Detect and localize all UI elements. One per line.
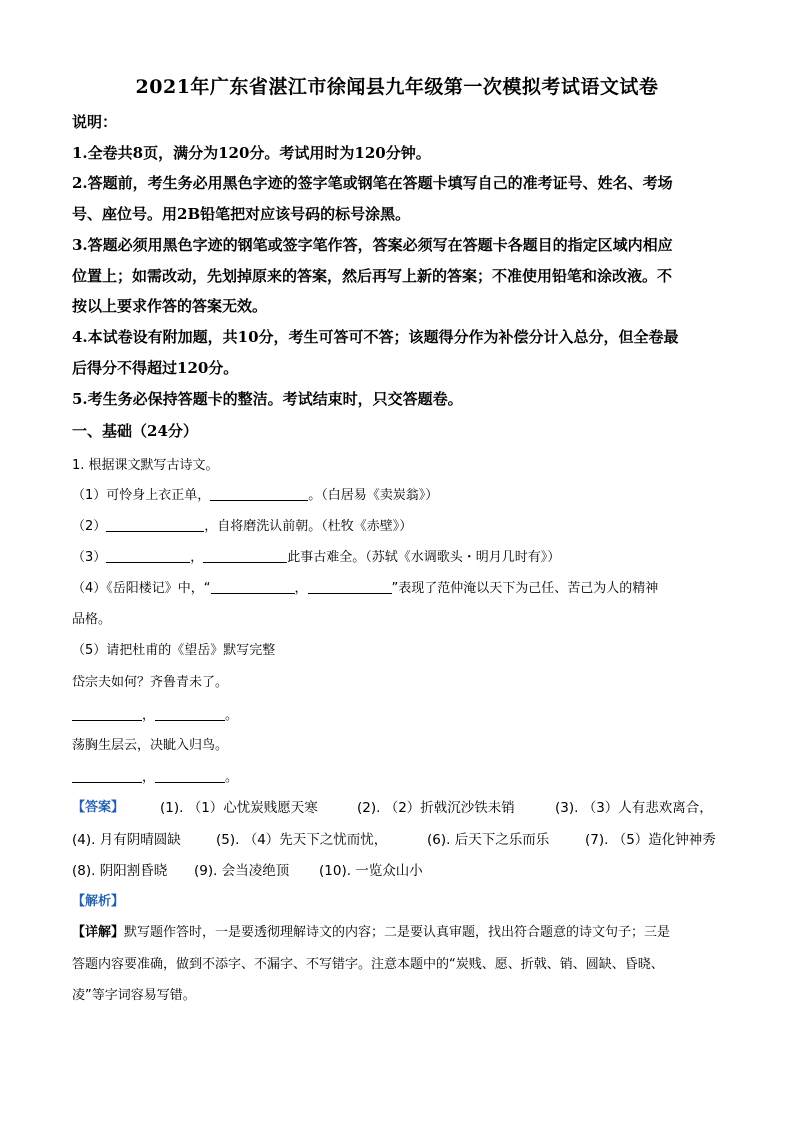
answer-item: (1). （1）心忧炭贱愿天寒 bbox=[160, 800, 318, 816]
item-text: ，自将磨洗认前朝。（杜牧《赤壁》） bbox=[204, 519, 413, 534]
item-text: ， bbox=[294, 581, 308, 596]
answer-blank bbox=[155, 768, 225, 783]
answer-blank bbox=[72, 768, 142, 783]
answer-blank bbox=[106, 517, 204, 532]
answer-blank bbox=[155, 706, 225, 721]
item-text: ”表现了范仲淹以天下为己任、苦己为人的精神 bbox=[391, 581, 659, 596]
instruction-line: 1.全卷共8页，满分为120分。考试用时为120分钟。 bbox=[72, 144, 431, 162]
instruction-line: 号、座位号。用2B铅笔把对应该号码的标号涂黑。 bbox=[72, 205, 411, 223]
punctuation: 。 bbox=[225, 708, 239, 723]
item-text-continued: 品格。 bbox=[72, 612, 112, 627]
question-item-4 bbox=[72, 577, 658, 596]
punctuation: ， bbox=[142, 708, 156, 723]
answer-item: (4). 月有阴晴圆缺 bbox=[72, 832, 181, 848]
answer-label: 【答案】 bbox=[72, 800, 125, 815]
answer-blank bbox=[210, 486, 308, 501]
analysis-text: 默写题作答时，一是要透彻理解诗文的内容；二是要认真审题，找出符合题意的诗文句子；三是 bbox=[124, 925, 671, 940]
instruction-line: 2.答题前，考生务必用黑色字迹的签字笔或钢笔在答题卡填写自己的准考证号、姓名、考场 bbox=[72, 174, 673, 192]
answer-blank bbox=[211, 579, 295, 594]
answer-item: (7). （5）造化钟神秀 bbox=[585, 832, 716, 848]
section-heading: 一、基础（24分） bbox=[72, 422, 198, 440]
punctuation: 。 bbox=[225, 770, 239, 785]
answer-item: (8). 阴阳割昏晓 bbox=[72, 863, 168, 879]
poem-blank-line bbox=[72, 704, 238, 723]
question-item-2 bbox=[72, 515, 412, 534]
item-text: （2） bbox=[72, 519, 107, 534]
analysis-label: 【解析】 bbox=[72, 894, 125, 909]
question-item-5: （5）请把杜甫的《望岳》默写完整 bbox=[72, 643, 276, 658]
instruction-line: 3.答题必须用黑色字迹的钢笔或签字笔作答，答案必须写在答题卡各题目的指定区域内相应 bbox=[72, 236, 673, 254]
instruction-line: 5.考生务必保持答题卡的整洁。考试结束时，只交答题卷。 bbox=[72, 390, 463, 408]
question-item-1 bbox=[72, 484, 438, 503]
punctuation: ， bbox=[142, 770, 156, 785]
instruction-line: 后得分不得超过120分。 bbox=[72, 359, 239, 377]
page-title: 2021年广东省湛江市徐闻县九年级第一次模拟考试语文试卷 bbox=[135, 76, 659, 98]
answer-item: (10). 一览众山小 bbox=[319, 863, 423, 879]
item-text: （4）《岳阳楼记》中，“ bbox=[72, 581, 211, 596]
answer-blank bbox=[203, 548, 287, 563]
answer-item: (2). （2）折戟沉沙铁未销 bbox=[357, 800, 515, 816]
instruction-line: 按以上要求作答的答案无效。 bbox=[72, 297, 268, 315]
answer-item: (9). 会当凌绝顶 bbox=[194, 863, 290, 879]
answer-blank bbox=[106, 548, 190, 563]
analysis-line: 答题内容要准确，做到不添字、不漏字、不写错字。注意本题中的“炭贱、愿、折戟、销、圆缺、昏晓、 bbox=[72, 957, 664, 972]
instruction-line: 4.本试卷设有附加题，共10分，考生可答可不答；该题得分作为补偿分计入总分，但全卷最 bbox=[72, 328, 679, 346]
answer-item: (3). （3）人有悲欢离合， bbox=[555, 800, 713, 816]
item-text: 此事古难全。（苏轼《水调歌头・明月几时有》） bbox=[287, 550, 561, 565]
item-text: （1）可怜身上衣正单， bbox=[72, 488, 211, 503]
item-text: （3） bbox=[72, 550, 107, 565]
question-item-3 bbox=[72, 546, 560, 565]
question-stem: 1. 根据课文默写古诗文。 bbox=[72, 458, 219, 473]
instructions-heading: 说明： bbox=[72, 113, 118, 131]
analysis-line bbox=[72, 921, 670, 940]
answer-item: (5). （4）先天下之忧而忧， bbox=[216, 832, 388, 848]
detail-label: 【详解】 bbox=[72, 925, 125, 940]
answer-blank bbox=[308, 579, 392, 594]
instruction-line: 位置上；如需改动，先划掉原来的答案，然后再写上新的答案；不准使用铅笔和涂改液。不 bbox=[72, 267, 673, 285]
analysis-line: 凌”等字词容易写错。 bbox=[72, 988, 196, 1003]
answer-blank bbox=[72, 706, 142, 721]
item-text: 。（白居易《卖炭翁》） bbox=[308, 488, 439, 503]
poem-blank-line bbox=[72, 766, 238, 785]
item-text: ， bbox=[190, 550, 204, 565]
answer-item: (6). 后天下之乐而乐 bbox=[427, 832, 550, 848]
poem-line: 荡胸生层云，决眦入归鸟。 bbox=[72, 738, 229, 753]
poem-line: 岱宗夫如何？齐鲁青未了。 bbox=[72, 675, 229, 690]
